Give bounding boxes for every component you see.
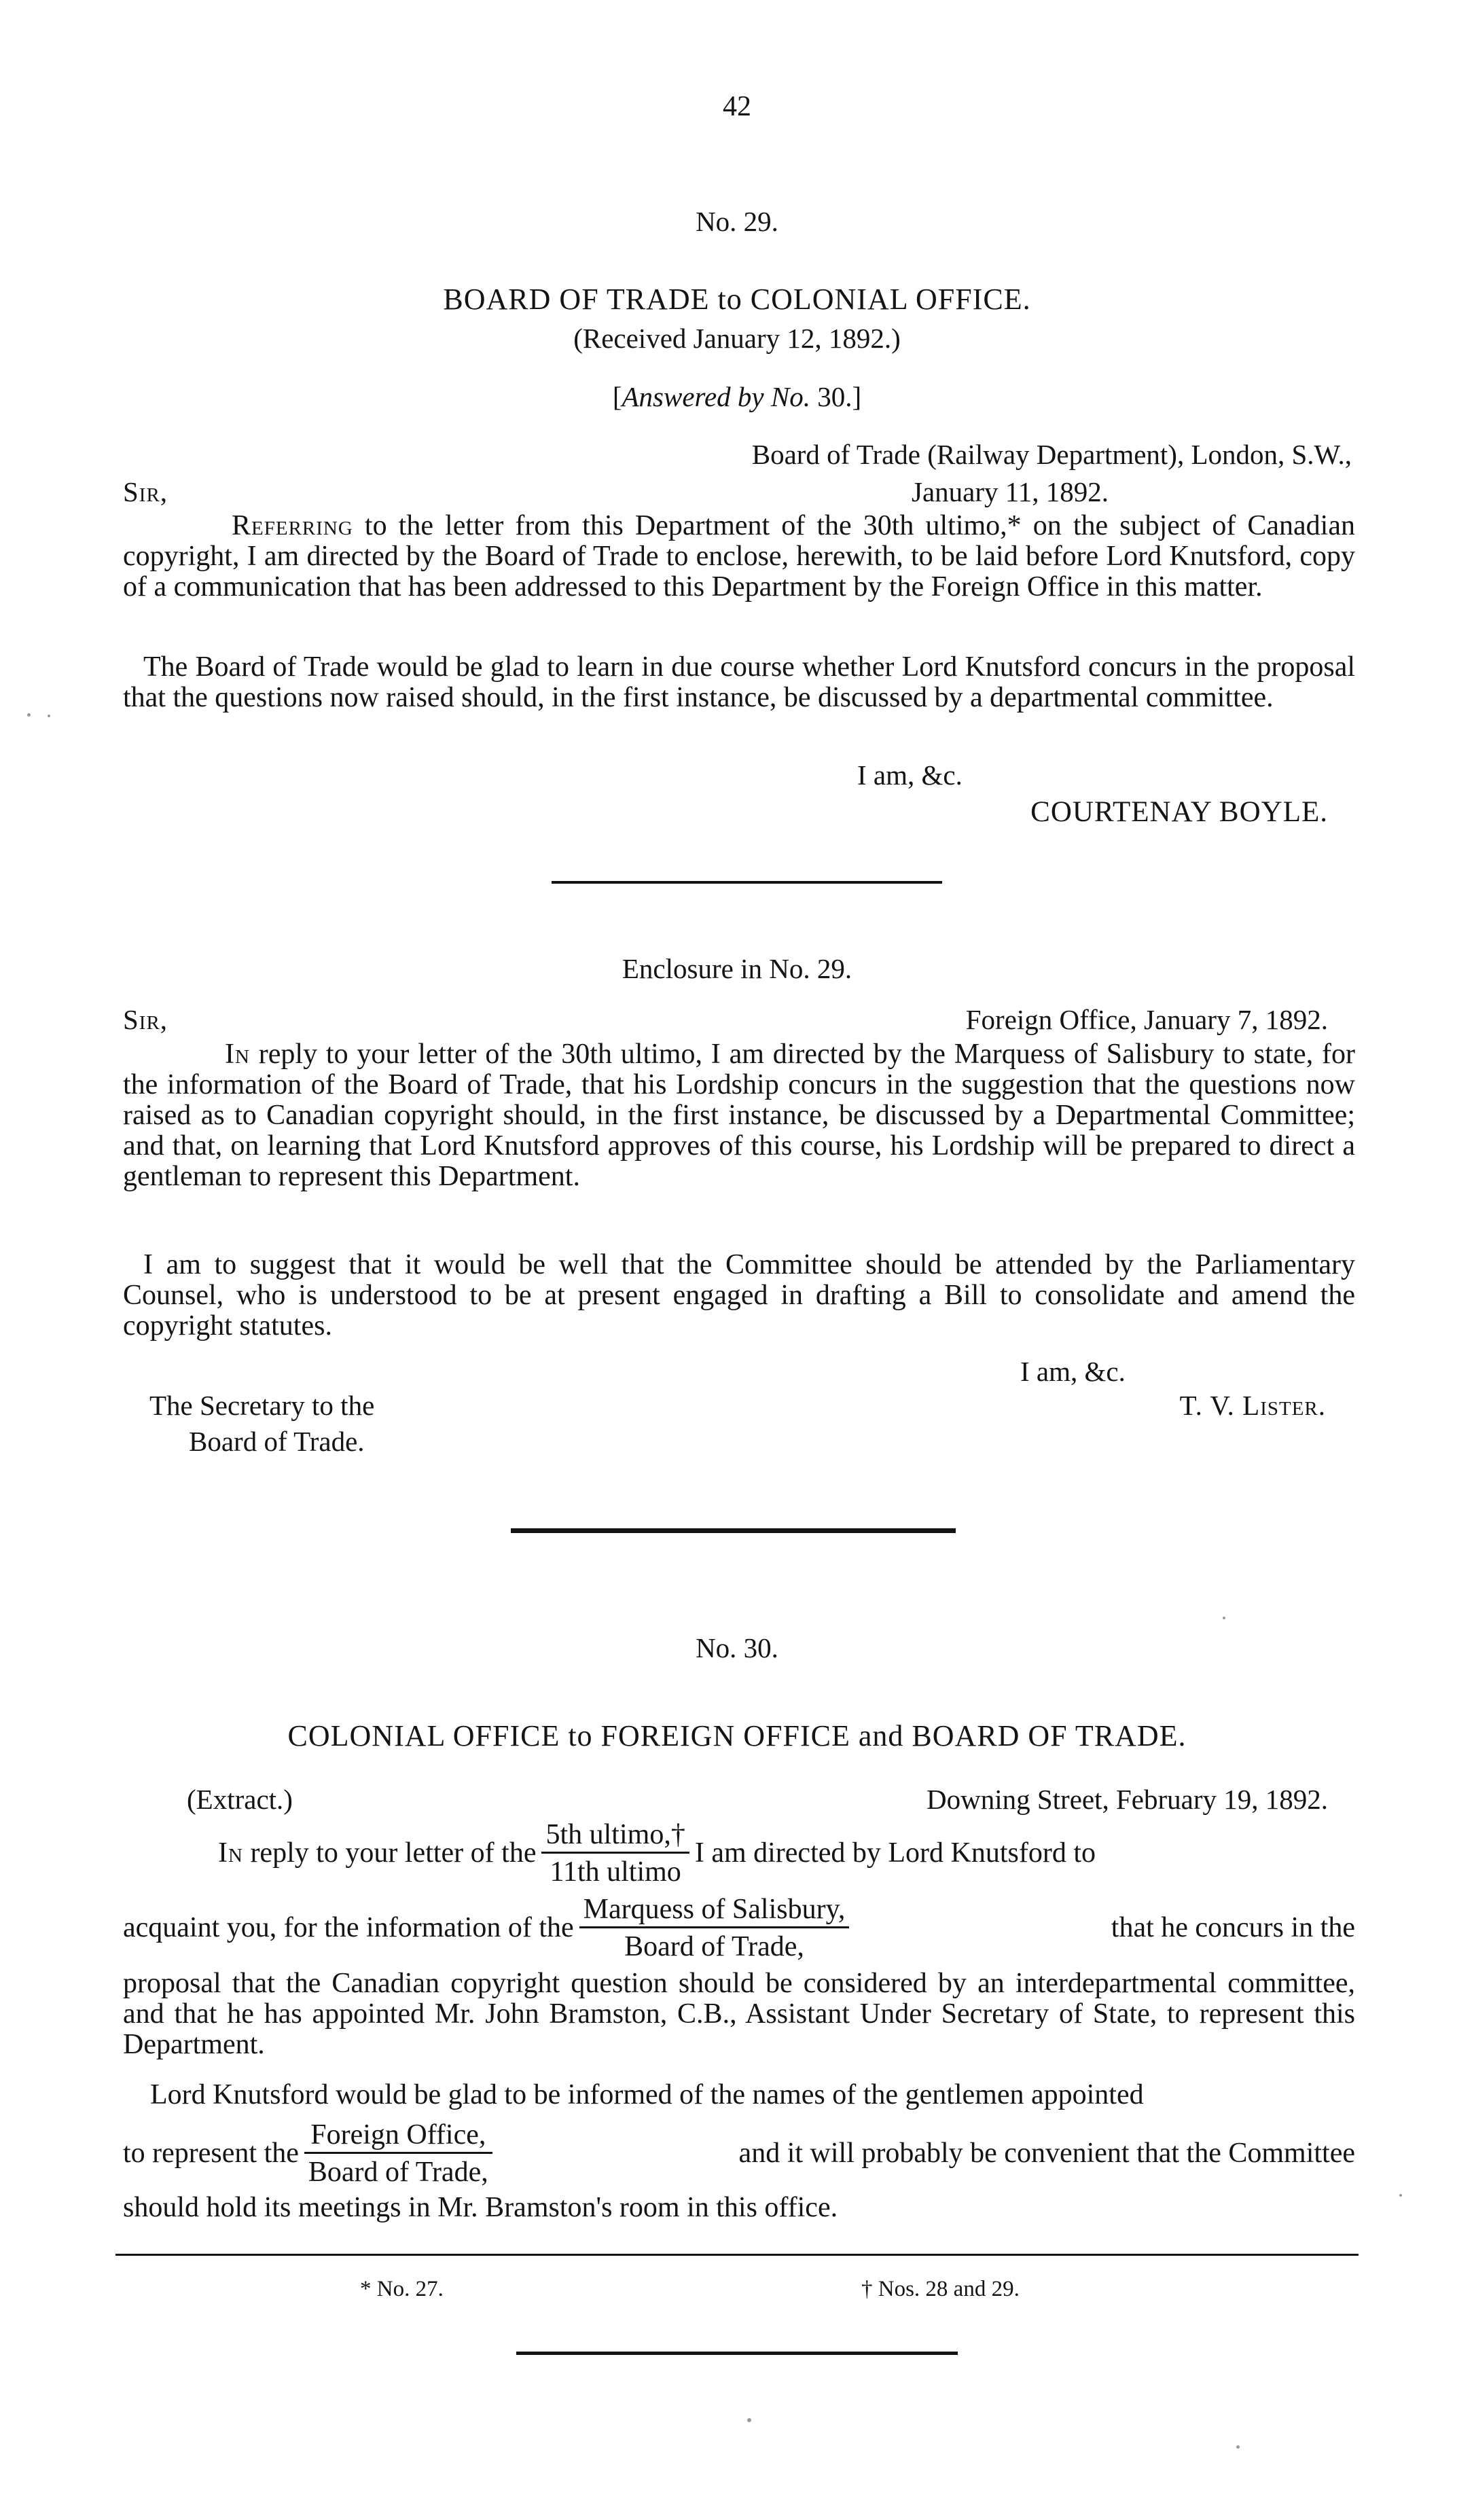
addressee-line-2: Board of Trade.: [189, 1426, 365, 1457]
fraction-recipients-2: $\frac{\text{Foreign Office,}}{\text{Board of Trade,}}$: [304, 2121, 492, 2186]
document-number-30: No. 30.: [696, 1632, 778, 1663]
section-divider-1: [552, 881, 942, 884]
signature-t-v-lister: T. V. Lister.: [1179, 1390, 1326, 1421]
fraction-letter-dates: $\frac{\text{5th ultimo,†}}{\text{11th ultimo}}$: [541, 1820, 689, 1886]
letter-paragraph-29-2: The Board of Trade would be glad to learn in due course whether Lord Knutsford concurs in the proposal that the questions now raised should, in the first instance, be discussed by a departmental committee.: [123, 651, 1355, 713]
footnote-rule: [115, 2254, 1359, 2256]
paragraph-lead-word: In: [225, 1039, 250, 1070]
scan-speck: [1399, 2194, 1402, 2197]
document-heading-29: BOARD OF TRADE to COLONIAL OFFICE.: [443, 283, 1031, 316]
fraction-line-1: In reply to your letter of the $\frac{\text{5th ultimo,†}}{\text{11th ultimo}}$ I am directed by Lord Knutsford to: [218, 1818, 1096, 1888]
closing-enclosure: I am, &c.: [1020, 1356, 1126, 1387]
footnote-1: * No. 27.: [360, 2277, 444, 2301]
letter-paragraph-29-1: Referring to the letter from this Department of the 30th ultimo,* on the subject of Canadian copyright, I am directed by the Board of Trade to enclose, herewith, to be laid before Lord Knutsford, copy of a communication that has been addressed to this Department by the Foreign Office in this matter.: [123, 510, 1355, 602]
paragraph-lead-word: In: [218, 1837, 243, 1869]
letter-paragraph-enclosure-1: In reply to your letter of the 30th ultimo, I am directed by the Marquess of Salisbury to state, for the information of the Board of Trade, that his Lordship concurs in the suggestion that the questions now raised as to Canadian copyright should, in the first instance, be discussed by a Departmental Committee; and that, on learning that Lord Knutsford approves of this course, his Lordship will be prepared to direct a gentleman to represent this Department.: [123, 1039, 1355, 1192]
letter-date-enclosure: Foreign Office, January 7, 1892.: [965, 1004, 1328, 1035]
page-number: 42: [723, 91, 751, 122]
sender-address: Board of Trade (Railway Department), London, S.W.,: [751, 439, 1352, 470]
bottom-divider: [516, 2352, 958, 2355]
enclosure-heading: Enclosure in No. 29.: [622, 953, 852, 984]
letter-date-29: January 11, 1892.: [912, 476, 1109, 507]
fraction-line-3: to represent the $\frac{\text{Foreign Office,}}{\text{Board of Trade,}}$ and it will probably be convenient that the Committee: [123, 2119, 1355, 2188]
letter-paragraph-30-2-line1: Lord Knutsford would be glad to be informed of the names of the gentlemen appointed: [150, 2079, 1144, 2110]
paragraph-lead-word: Referring: [232, 510, 353, 541]
fraction-line-2: acquaint you, for the information of the $\frac{\text{Marquess of Salisbury,}}{\text{Board of Trade,}}$ that he concurs in the: [123, 1893, 1355, 1962]
footnote-2: † Nos. 28 and 29.: [861, 2277, 1020, 2301]
scan-speck: [27, 713, 31, 717]
scan-speck: [1223, 1617, 1225, 1619]
letter-paragraph-enclosure-2: I am to suggest that it would be well that the Committee should be attended by the Parliamentary Counsel, who is understood to be at present engaged in drafting a Bill to consolidate and amend the copyright statutes.: [123, 1249, 1355, 1342]
scan-speck: [1236, 2445, 1240, 2449]
letter-paragraph-30-2-last: should hold its meetings in Mr. Bramston's room in this office.: [123, 2192, 838, 2223]
answered-text: Answered by No.: [622, 381, 810, 412]
scan-speck: [747, 2418, 751, 2422]
document-number-29: No. 29.: [696, 206, 778, 237]
fraction-recipients-1: $\frac{\text{Marquess of Salisbury,}}{\text{Board of Trade,}}$: [579, 1895, 850, 1961]
answered-bracket: [: [612, 381, 622, 412]
answered-note: [0, 380, 1474, 414]
signature-courtenay-boyle: COURTENAY BOYLE.: [1030, 796, 1328, 828]
section-divider-2: [511, 1528, 956, 1533]
salutation-enclosure: Sir,: [123, 1004, 168, 1035]
salutation-29: Sir,: [123, 476, 168, 507]
extract-label: (Extract.): [187, 1784, 293, 1815]
addressee-line-1: The Secretary to the: [149, 1390, 375, 1421]
letter-date-30: Downing Street, February 19, 1892.: [927, 1784, 1328, 1815]
document-heading-30: COLONIAL OFFICE to FOREIGN OFFICE and BOARD OF TRADE.: [287, 1719, 1187, 1752]
answered-ref: 30.]: [810, 381, 862, 412]
letter-paragraph-30-1-continued: proposal that the Canadian copyright question should be considered by an interdepartmental committee, and that he has appointed Mr. John Bramston, C.B., Assistant Under Secretary of State, to represent this Department.: [123, 1968, 1355, 2060]
received-date: (Received January 12, 1892.): [573, 323, 901, 354]
scan-speck: [48, 715, 50, 717]
closing-29: I am, &c.: [857, 759, 963, 791]
